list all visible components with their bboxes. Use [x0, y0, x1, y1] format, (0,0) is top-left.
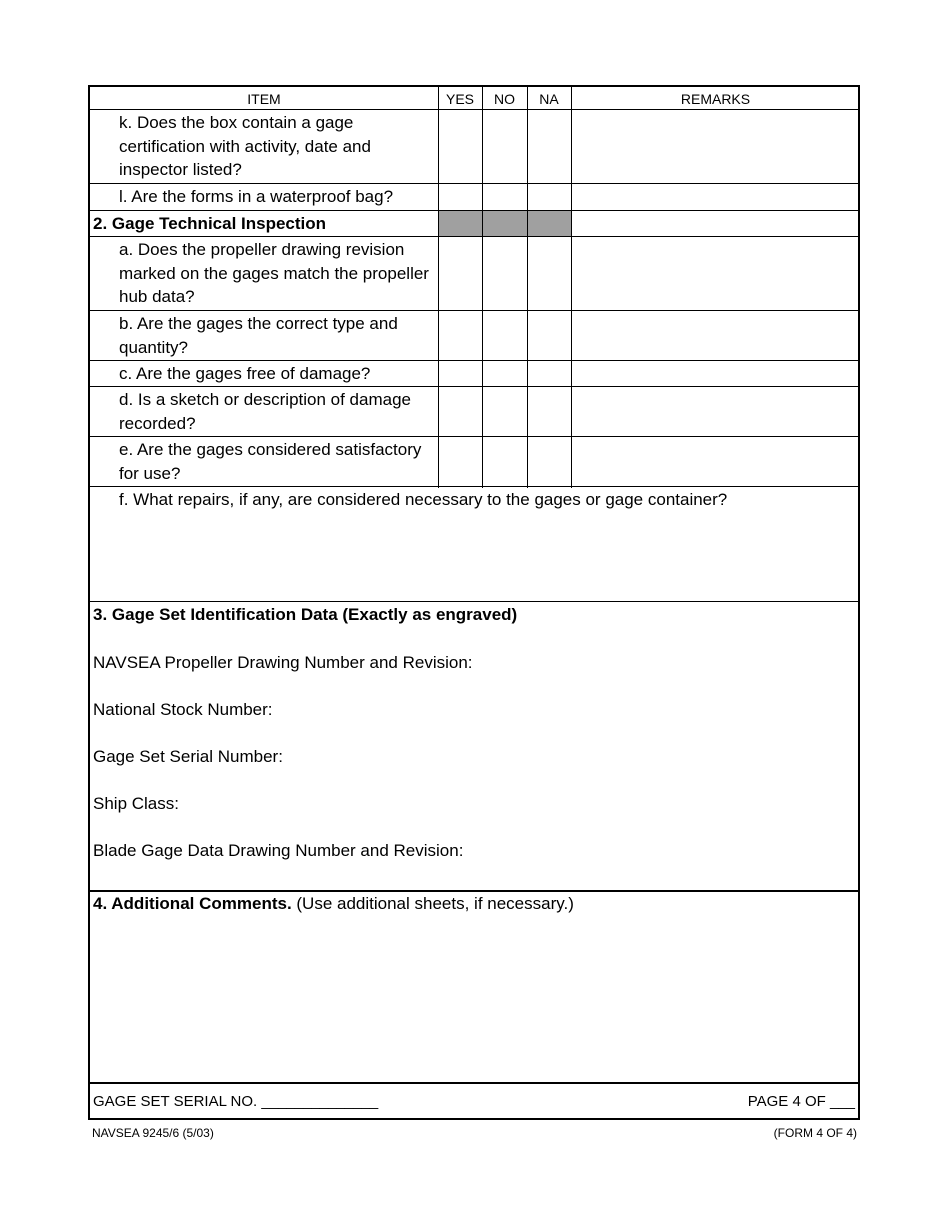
section-4-note: (Use additional sheets, if necessary.): [291, 894, 574, 913]
section-4-heading: 4. Additional Comments.: [93, 894, 292, 913]
row-divider: [90, 386, 858, 387]
row-divider: [90, 360, 858, 361]
shaded-cell-na: [528, 211, 571, 236]
field-national-stock-number: National Stock Number:: [93, 700, 273, 719]
section-2-heading: 2. Gage Technical Inspection: [93, 214, 327, 233]
item-a: a. Does the propeller drawing revision marked on the gages match the propeller hub data?: [119, 240, 429, 306]
field-gage-set-serial: Gage Set Serial Number:: [93, 747, 283, 766]
column-header-no: NO: [494, 91, 515, 107]
field-propeller-drawing: NAVSEA Propeller Drawing Number and Revision:: [93, 653, 473, 672]
item-k: k. Does the box contain a gage certification with activity, date and inspector listed?: [119, 113, 371, 179]
column-divider-yes-no: [482, 87, 483, 488]
item-f: f. What repairs, if any, are considered necessary to the gages or gage container?: [119, 490, 728, 509]
item-e: e. Are the gages considered satisfactory for use?: [119, 440, 422, 483]
form-count: (FORM 4 OF 4): [773, 1126, 857, 1140]
inspection-form: [88, 85, 860, 1120]
gage-set-serial-footer: GAGE SET SERIAL NO. ______________: [93, 1093, 379, 1110]
shaded-cell-yes: [439, 211, 482, 236]
page-number: PAGE 4 OF ___: [747, 1093, 855, 1110]
column-divider-na-remarks: [571, 87, 572, 488]
section-divider: [90, 890, 858, 892]
row-divider: [90, 310, 858, 311]
column-header-item: ITEM: [247, 91, 281, 107]
column-header-na: NA: [539, 91, 559, 107]
form-number: NAVSEA 9245/6 (5/03): [92, 1126, 214, 1140]
column-header-remarks: REMARKS: [680, 91, 751, 107]
section-divider: [90, 1082, 858, 1084]
row-divider: [90, 183, 858, 184]
row-divider: [90, 436, 858, 437]
section-3-heading: 3. Gage Set Identification Data (Exactly as engraved): [93, 605, 518, 624]
column-divider-no-na: [527, 87, 528, 488]
row-divider: [90, 236, 858, 237]
shaded-cell-no: [483, 211, 527, 236]
section-4-heading-line: [93, 894, 574, 914]
item-b: b. Are the gages the correct type and quantity?: [119, 314, 398, 357]
field-blade-gage-drawing: Blade Gage Data Drawing Number and Revision:: [93, 841, 464, 860]
row-divider: [90, 601, 858, 602]
column-header-yes: YES: [445, 91, 474, 107]
row-divider: [90, 486, 858, 487]
item-l: l. Are the forms in a waterproof bag?: [119, 187, 394, 206]
row-divider: [90, 210, 858, 211]
field-ship-class: Ship Class:: [93, 794, 179, 813]
column-divider-item-yes: [438, 87, 439, 488]
item-d: d. Is a sketch or description of damage recorded?: [119, 390, 411, 433]
item-c: c. Are the gages free of damage?: [119, 364, 371, 383]
